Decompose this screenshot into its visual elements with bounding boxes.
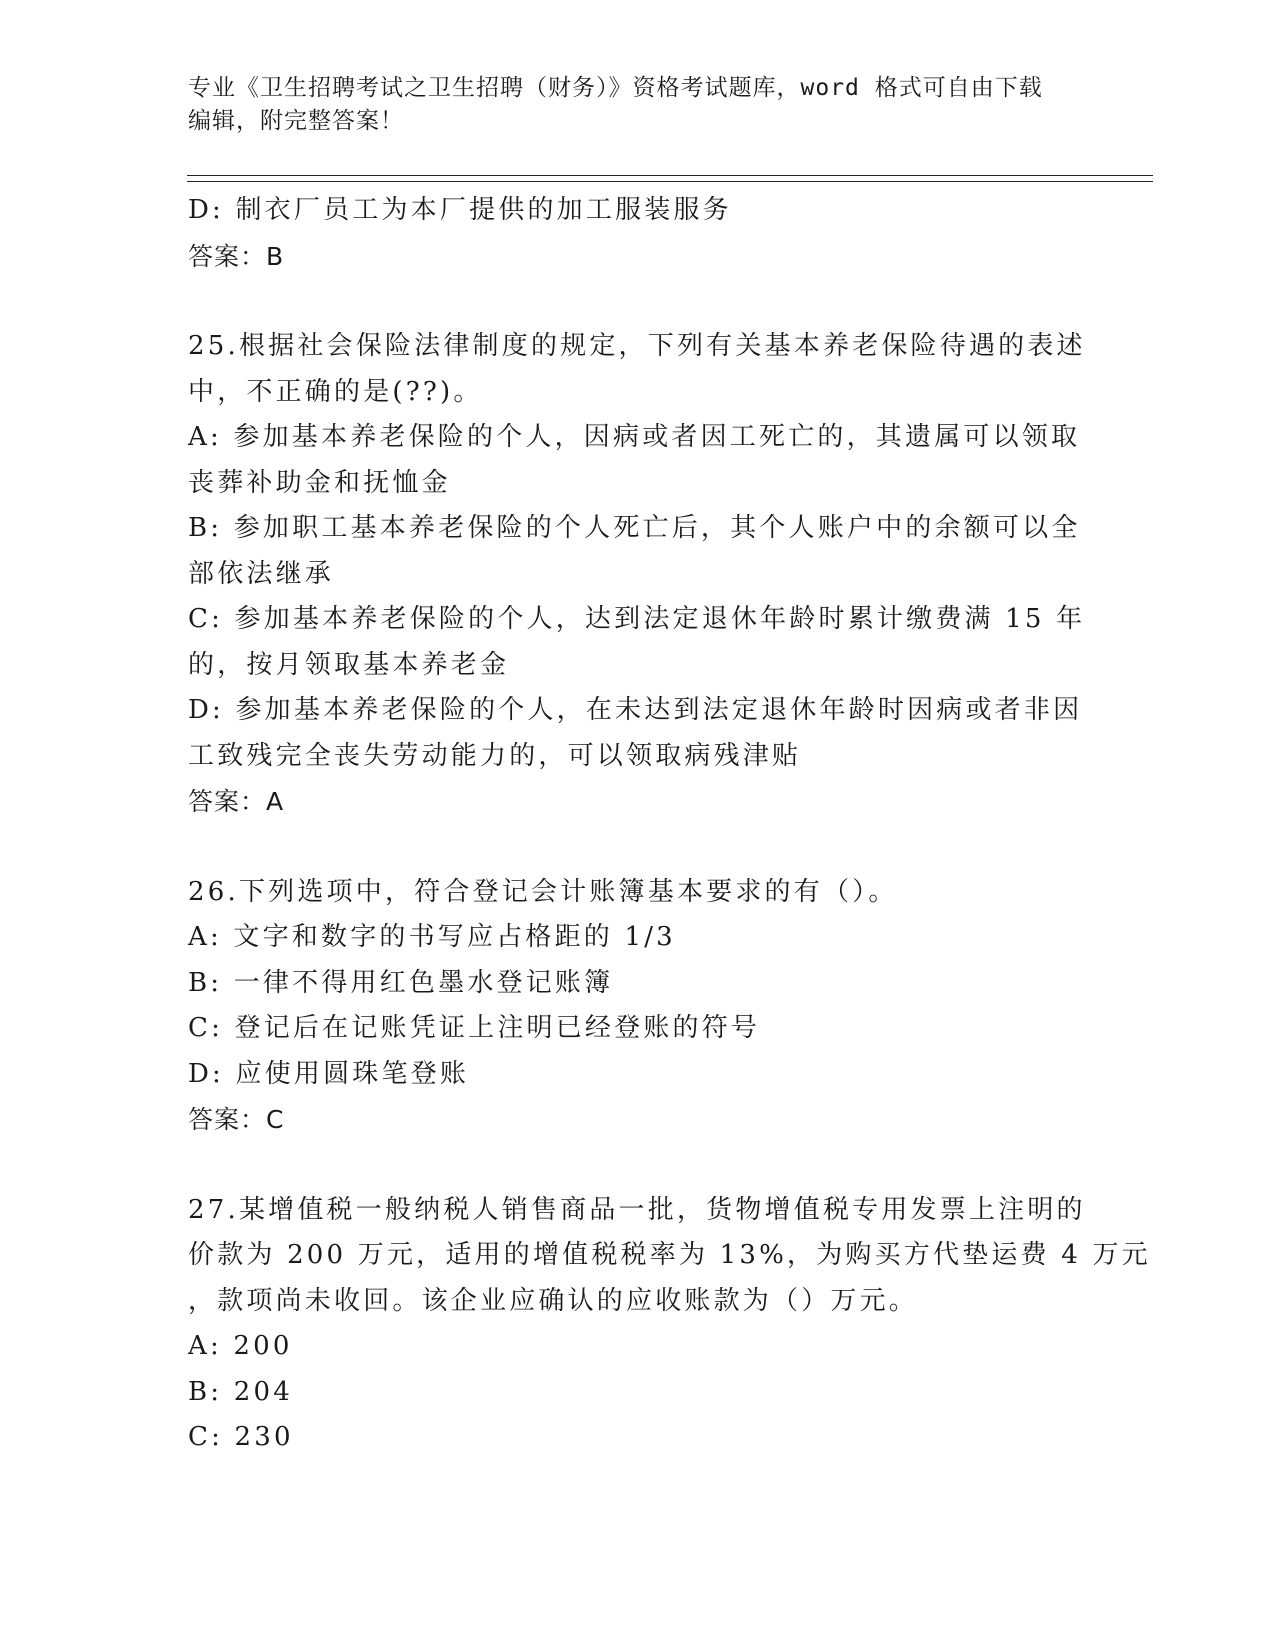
question-stem-line: 25.根据社会保险法律制度的规定，下列有关基本养老保险待遇的表述 bbox=[188, 331, 1086, 361]
header-rule-top bbox=[187, 175, 1153, 176]
spacer bbox=[188, 1143, 1088, 1188]
option-a-line: A: 200 bbox=[188, 1331, 293, 1361]
spacer bbox=[188, 279, 1088, 324]
option-b-line: B: 一律不得用红色墨水登记账簿 bbox=[188, 967, 614, 998]
option-d-line: D: 参加基本养老保险的个人，在未达到法定退休年龄时因病或者非因 bbox=[188, 695, 1083, 725]
option-a-line: A: 参加基本养老保险的个人，因病或者因工死亡的，其遗属可以领取 bbox=[188, 422, 1081, 452]
document-body bbox=[188, 188, 1151, 1461]
option-d-line: D: 应使用圆珠笔登账 bbox=[188, 1058, 470, 1089]
option-d-line: 工致残完全丧失劳动能力的，可以领取病残津贴 bbox=[188, 740, 802, 771]
spacer bbox=[188, 825, 1088, 870]
option-b-line: B: 参加职工基本养老保险的个人死亡后，其个人账户中的余额可以全 bbox=[188, 513, 1081, 543]
question-26 bbox=[188, 870, 1088, 1143]
option-b-line: 部依法继承 bbox=[188, 558, 335, 589]
option-a-line: 丧葬补助金和抚恤金 bbox=[188, 467, 451, 498]
option-c-line: 的，按月领取基本养老金 bbox=[188, 649, 510, 680]
continued-question bbox=[188, 188, 1088, 279]
option-b-line: B: 204 bbox=[188, 1376, 293, 1407]
answer-line: 答案：C bbox=[188, 1105, 285, 1134]
question-stem-line: ，款项尚未收回。该企业应确认的应收账款为（）万元。 bbox=[188, 1285, 919, 1316]
question-stem-line: 价款为 200 万元，适用的增值税税率为 13%，为购买方代垫运费 4 万元 bbox=[188, 1240, 1151, 1270]
option-c-line: C: 登记后在记账凭证上注明已经登账的符号 bbox=[188, 1013, 761, 1043]
header-line-2: 编辑，附完整答案！ bbox=[188, 108, 404, 134]
option-d: D: 制衣厂员工为本厂提供的加工服装服务 bbox=[188, 195, 732, 225]
question-stem-line: 27.某增值税一般纳税人销售商品一批，货物增值税专用发票上注明的 bbox=[188, 1194, 1086, 1225]
question-25 bbox=[188, 324, 1088, 825]
header-rule-bottom bbox=[187, 181, 1153, 182]
question-stem-line: 26.下列选项中，符合登记会计账簿基本要求的有（）。 bbox=[188, 876, 898, 907]
question-stem-line: 中，不正确的是(??)。 bbox=[188, 376, 483, 407]
option-c-line: C: 230 bbox=[188, 1422, 294, 1452]
question-27 bbox=[188, 1188, 1151, 1461]
header-line-1: 专业《卫生招聘考试之卫生招聘（财务）》资格考试题库，word 格式可自由下载 bbox=[188, 75, 1043, 101]
page-header bbox=[188, 72, 1088, 138]
answer-line: 答案：A bbox=[188, 787, 285, 816]
answer-line: 答案：B bbox=[188, 241, 285, 271]
option-a-line: A: 文字和数字的书写应占格距的 1/3 bbox=[188, 922, 676, 952]
option-c-line: C: 参加基本养老保险的个人，达到法定退休年龄时累计缴费满 15 年 bbox=[188, 604, 1086, 634]
